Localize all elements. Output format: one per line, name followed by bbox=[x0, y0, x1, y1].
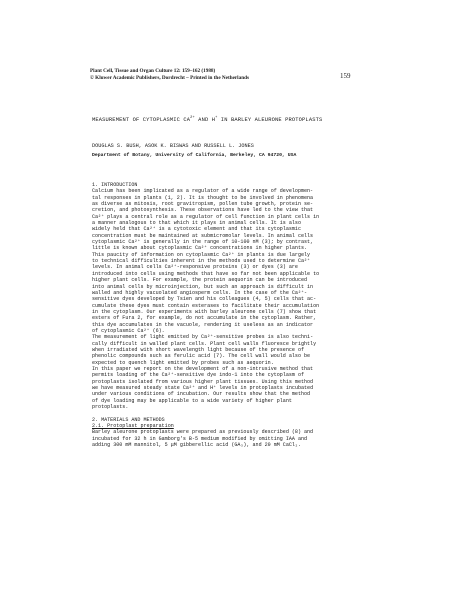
body-line: phenolic compounds such as ferulic acid (7). The cell wall would also be bbox=[92, 353, 311, 360]
body-line: higher plant cells. For example, the protein aequorin can be introduced bbox=[92, 277, 308, 284]
body-line: of cytoplasmic Ca²⁺ (6). bbox=[92, 327, 165, 334]
body-line: concentration must be maintained at submicromolar levels. In animal cells bbox=[92, 232, 314, 239]
body-line: expected to quench light emitted by probes such as aequorin. bbox=[92, 359, 274, 366]
body-line: esters of Fura 2, for example, do not accumulate in the cytoplasm. Rather, bbox=[92, 315, 317, 322]
body-line: in the cytoplasm. Our experiments with barley aleurone cells (7) show that bbox=[92, 308, 317, 315]
body-line: as diverse as mitosis, root gravitropism, pollen tube growth, protein se- bbox=[92, 201, 314, 208]
body-line: widely held that Ca²⁺ is a cytotoxic element and that its cytoplasmic bbox=[92, 226, 301, 233]
title-suffix: IN BARLEY ALEURONE PROTOPLASTS bbox=[217, 116, 323, 123]
body-line: Calcium has been implicated as a regulator of a wide range of developmen- bbox=[92, 188, 314, 195]
body-line: Barley aleurone protoplasts were prepared as previously described (8) and bbox=[92, 429, 314, 436]
page-number: 159 bbox=[340, 72, 351, 80]
body-line: when irradiated with short wavelength light because of the presence of bbox=[92, 346, 305, 353]
article-title bbox=[92, 116, 322, 123]
title-mid: AND H bbox=[194, 116, 216, 123]
affiliation: Department of Botany, University of California, Berkeley, CA 94720, USA bbox=[92, 153, 297, 158]
body-line: to technical difficulties inherent in the methods used to determine Ca²⁺ bbox=[92, 258, 311, 265]
body-line: a manner analogous to that which it plays in animal cells. It is also bbox=[92, 220, 301, 227]
body-line: cretion, and photosynthesis. These observations have led to the view that bbox=[92, 207, 314, 214]
body-line: we have measured steady state Ca²⁺ and H⁺ levels in protoplasts incubated bbox=[92, 385, 314, 391]
body-line: walled and highly vacuolated angiosperm cells. In the case of the Ca²⁺- bbox=[92, 289, 308, 296]
body-line: under various conditions of incubation. Our results show that the method bbox=[92, 391, 311, 398]
body-line: This paucity of information on cytoplasmic Ca²⁺ in plants is due largely bbox=[92, 251, 311, 258]
body-line: introduced into cells using methods that have so far not been applicable to bbox=[92, 270, 320, 277]
body-line: cytoplasmic Ca²⁺ is generally in the range of 10-100 nM (3); by contrast, bbox=[92, 239, 314, 246]
body-line: protoplasts. bbox=[92, 404, 129, 411]
body-line: into animal cells by microinjection, but such an approach is difficult in bbox=[92, 283, 314, 290]
body-line: incubated for 32 h in Gamborg's B-5 medium modified by omitting IAA and bbox=[92, 435, 308, 442]
body-line: of dye loading may be applicable to a wide variety of higher plant bbox=[92, 397, 292, 404]
article-body bbox=[92, 182, 364, 448]
title-prefix: MEASUREMENT OF CYTOPLASMIC CA bbox=[92, 116, 191, 123]
body-line: permits loading of the Ca²⁺-sensitive dye indo-1 into the cytoplasm of bbox=[92, 372, 305, 379]
journal-header bbox=[90, 68, 365, 81]
body-line: 1. INTRODUCTION bbox=[92, 182, 138, 188]
body-line: cumulate these dyes must contain esterases to facilitate their accumulation bbox=[92, 302, 320, 309]
journal-citation: Plant Cell, Tissue and Organ Culture 12: 159–162 (1988) bbox=[90, 68, 216, 74]
body-line: levels. In animal cells Ca²⁺-responsive proteins (3) or dyes (3) are bbox=[92, 264, 298, 271]
body-line: tal responses in plants (1, 2). It is thought to be involved in phenomena bbox=[92, 194, 314, 201]
body-line: protoplasts isolated from various higher plant tissues. Using this method bbox=[92, 378, 314, 385]
title-sup-h: + bbox=[215, 116, 218, 120]
body-line: cally difficult in walled plant cells. Plant cell walls fluoresce brightly bbox=[92, 340, 317, 347]
body-line: The measurement of light emitted by Ca²⁺-sensitive probes is also techni- bbox=[92, 334, 314, 341]
body-line: 2.1. Protoplast preparation bbox=[92, 423, 174, 430]
body-line: Ca²⁺ plays a central role as a regulator of cell function in plant cells in bbox=[92, 213, 320, 220]
body-line: little is known about cytoplasmic Ca²⁺ concentrations in higher plants. bbox=[92, 245, 308, 252]
publisher-line: © Kluwer Academic Publishers, Dordrecht – Printed in the Netherlands bbox=[90, 74, 250, 81]
body-line: adding 300 mM mannitol, 5 μM gibberellic acid (GA₃), and 20 mM CaCl₂. bbox=[92, 442, 301, 449]
body-line: this dye accumulates in the vacuole, rendering it useless as an indicator bbox=[92, 321, 314, 328]
title-sup-ca: 2+ bbox=[190, 116, 195, 120]
body-line: sensitive dyes developed by Tsien and his colleagues (4, 5) cells that ac- bbox=[92, 296, 317, 303]
body-line: 2. MATERIALS AND METHODS bbox=[92, 416, 165, 423]
author-list: DOUGLAS S. BUSH, ASOK K. BISWAS AND RUSSELL L. JONES bbox=[92, 143, 254, 149]
body-line: In this paper we report on the development of a non-intrusive method that bbox=[92, 365, 314, 372]
